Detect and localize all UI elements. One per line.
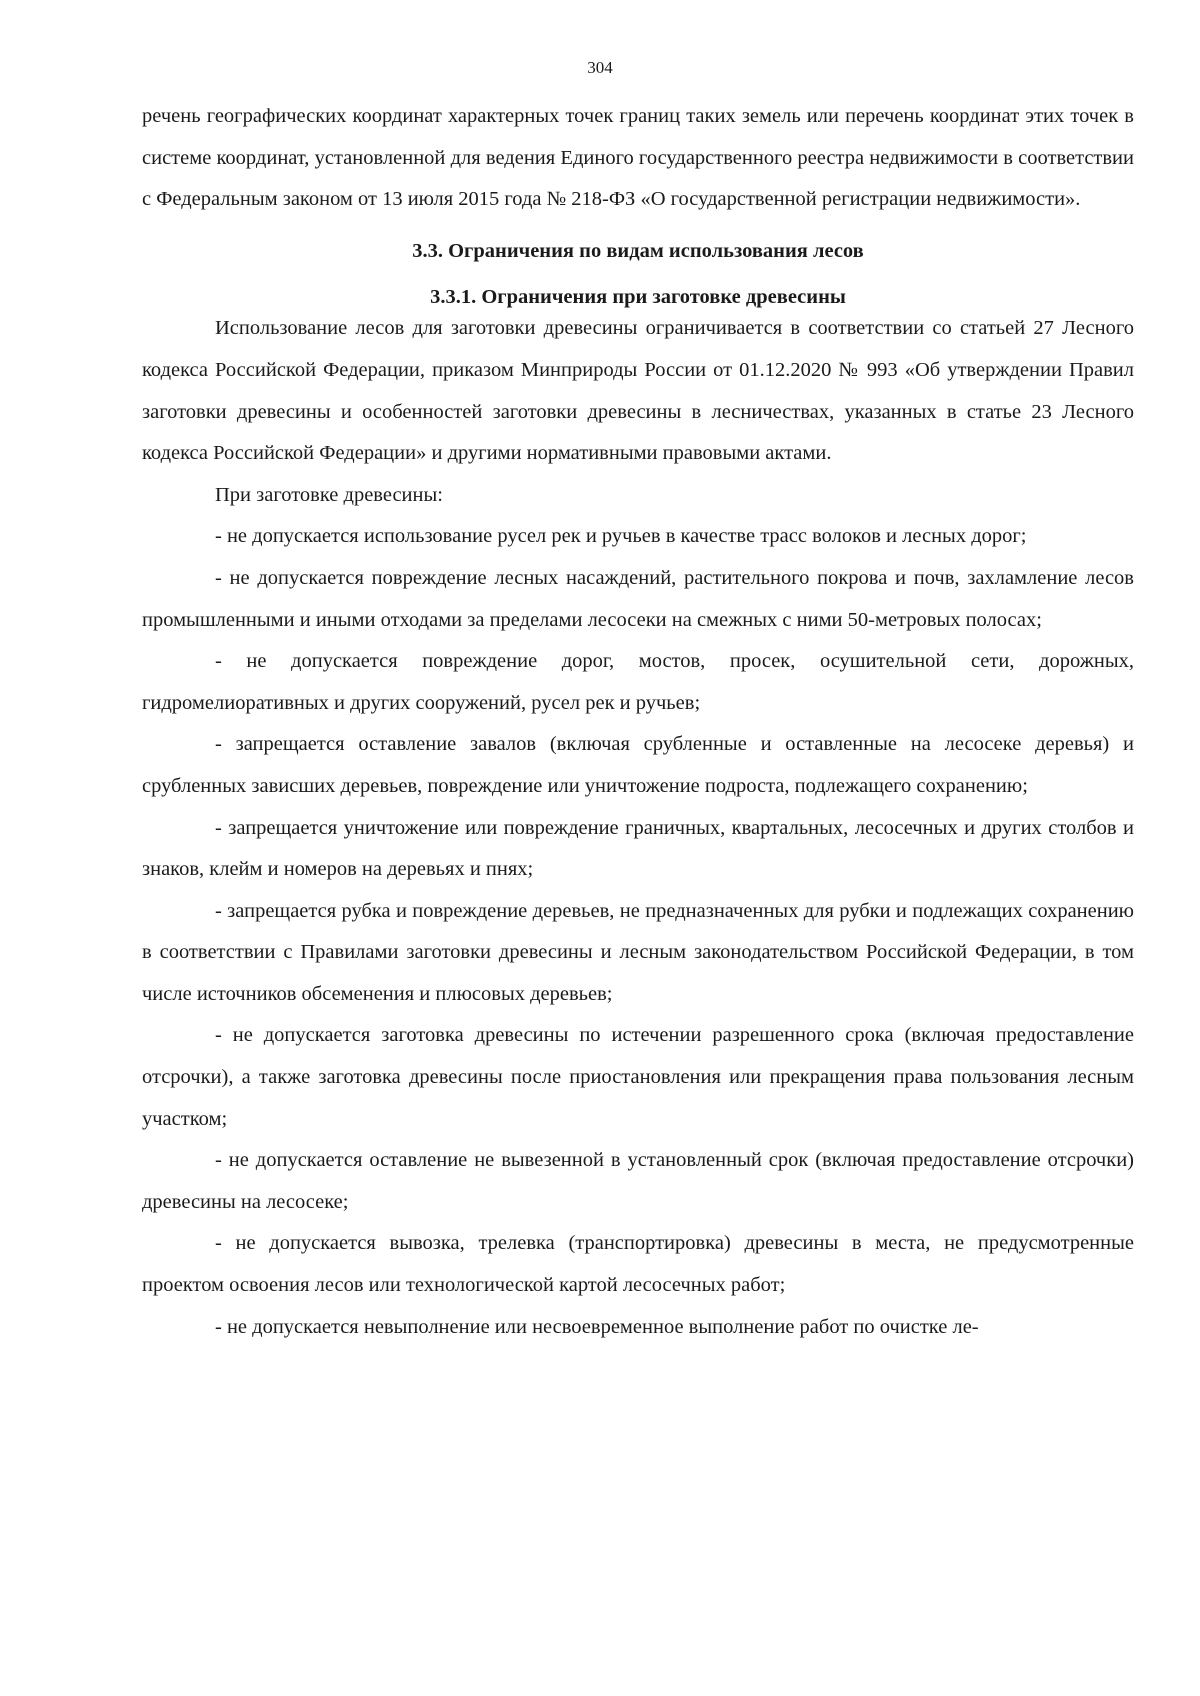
intro-paragraph: речень географических координат характерных точек границ таких земель или перечень координат этих точек в системе координат, установленной для ведения Единого государственного реестра недвижимости в соответствии с Федеральным законом от 13 июля 2015 года № 218-ФЗ «О государственной регистрации недвижимости».	[142, 105, 1134, 211]
list-intro: При заготовке древесины:	[215, 483, 443, 506]
list-item: - запрещается оставление завалов (включая срубленные и оставленные на лесосеке деревья) и срубленных зависших деревьев, повреждение или уничтожение подроста, подлежащего сохранению;	[142, 733, 1134, 797]
list-item: - запрещается уничтожение или повреждение граничных, квартальных, лесосечных и других столбов и знаков, клейм и номеров на деревьях и пнях;	[142, 816, 1134, 881]
document-body	[142, 96, 1134, 1348]
subsection-heading: 3.3.1. Ограничения при заготовке древесины	[430, 286, 846, 309]
list-item: - не допускается повреждение лесных насаждений, растительного покрова и почв, захламление лесов промышленными и иными отходами за пределами лесосеки на смежных с ними 50-метровых полосах;	[142, 566, 1134, 631]
list-item: - не допускается повреждение дорог, мостов, просек, осушительной сети, дорожных, гидромелиоративных и других сооружений, русел рек и ручьев;	[142, 650, 1134, 714]
list-item: - не допускается вывозка, трелевка (транспортировка) древесины в места, не предусмотренные проектом освоения лесов или технологической картой лесосечных работ;	[142, 1232, 1134, 1297]
list-item: - не допускается оставление не вывезенной в установленный срок (включая предоставление отсрочки) древесины на лесосеке;	[142, 1149, 1134, 1213]
list-item: - не допускается использование русел рек и ручьев в качестве трасс волоков и лесных дорог;	[215, 525, 1027, 548]
lead-paragraph: Использование лесов для заготовки древесины ограничивается в соответствии со статьей 27 Лесного кодекса Российской Федерации, приказом Минприроды России от 01.12.2020 № 993 «Об утверждении Правил заготовки древесины и особенностей заготовки древесины в лесничествах, указанных в статье 23 Лесного кодекса Российской Федерации» и другими нормативными правовыми актами.	[142, 317, 1134, 465]
list-item: - не допускается невыполнение или несвоевременное выполнение работ по очистке ле-	[215, 1315, 979, 1338]
list-item: - не допускается заготовка древесины по истечении разрешенного срока (включая предоставление отсрочки), а также заготовка древесины после приостановления или прекращения права пользования лесным участком;	[142, 1024, 1134, 1130]
list-item: - запрещается рубка и повреждение деревьев, не предназначенных для рубки и подлежащих сохранению в соответствии с Правилами заготовки древесины и лесным законодательством Российской Федерации, в том числе источников обсеменения и плюсовых деревьев;	[142, 899, 1134, 1005]
page-number: 304	[587, 58, 613, 77]
section-heading: 3.3. Ограничения по видам использования лесов	[412, 239, 864, 262]
